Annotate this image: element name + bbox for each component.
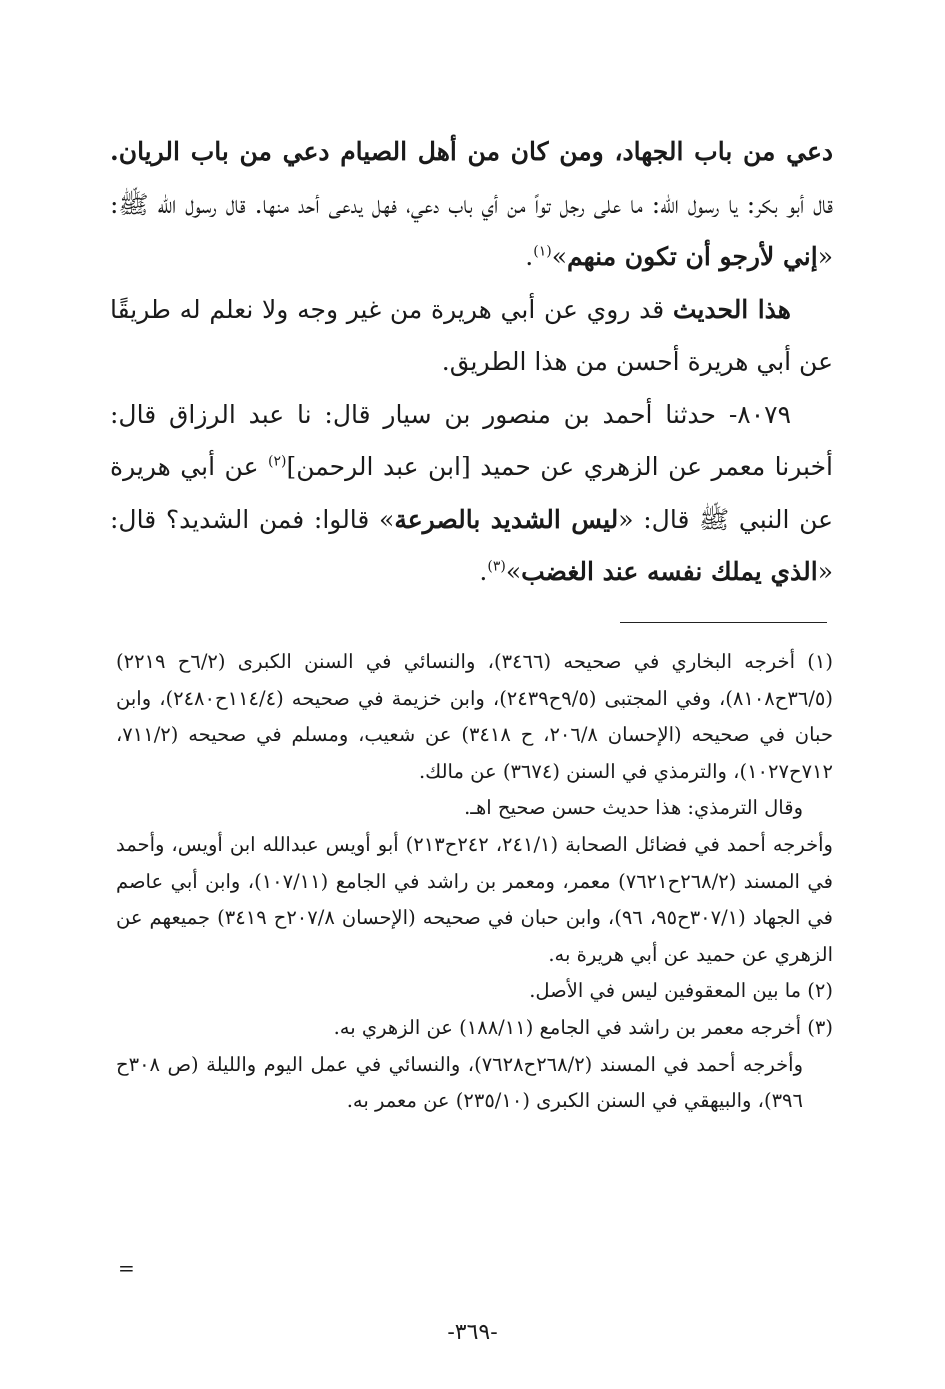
- paragraph-3: [110, 389, 833, 599]
- footnote-ref-1: (١): [533, 243, 552, 260]
- footnote-3: (٣) أخرجه معمر بن راشد في الجامع (١٨٨/١١) عن الزهري به.: [333, 1015, 833, 1039]
- main-text: [110, 126, 833, 599]
- paragraph-1-text: قال أبو بكر: يا رسول الله: ما على رجل تواً من أي باب دعي، فهل يدعى أحد منها. قال رسول الله ﷺ: «: [110, 189, 833, 271]
- paragraph-3-text1: ٨٠٧٩- حدثنا أحمد بن منصور بن سيار قال: نا عبد الرزاق قال: أخبرنا معمر عن الزهري عن حميد [ابن عبد الرحمن]: [110, 399, 833, 481]
- continuation-mark: =: [118, 1256, 135, 1280]
- quote-bold-2: الذي يملك نفسه عند الغضب: [521, 557, 818, 586]
- footnote-3-extra: وأخرجه أحمد في المسند (٢٦٨/٢ح٧٦٢٨)، والنسائي في عمل اليوم والليلة (ص ٣٠٨ح ٣٩٦)، والبيهقي في السنن الكبرى (٢٣٥/١٠) عن معمر به.: [116, 1052, 803, 1113]
- period: .: [525, 242, 534, 271]
- footnote-ref-3: (٣): [487, 558, 506, 575]
- page-number: -٣٦٩-: [447, 1320, 498, 1345]
- quote-bold-1: ليس الشديد بالصرعة: [394, 504, 619, 534]
- footnote-1-extra: وأخرجه أحمد في فضائل الصحابة (٢٤١/١، ٢٤٢ح٢١٣) أبو أويس عبدالله ابن أويس، وأحمد في المسند (٢٦٨/٢ح٧٦٢١) معمر، ومعمر بن راشد في الجامع (١٠٧/١١)، وابن أبي عاصم في الجهاد (٣٠٧/١ح٩٥، ٩٦)، وابن حبان في صحيحه (الإحسان ٢٠٧/٨ح ٣٤١٩) جميعهم عن الزهري عن حميد عن أبي هريرة به.: [116, 832, 834, 966]
- paragraph-1-line1: دعي من باب الجهاد، ومن كان من أهل الصيام دعي من باب الريان.: [110, 137, 833, 166]
- paragraph-2: [110, 284, 833, 389]
- footnotes: [116, 644, 833, 1120]
- hadith-label: هذا الحديث: [672, 294, 791, 324]
- paragraph-3-text4: »: [505, 557, 522, 586]
- quote-close: »: [551, 242, 567, 271]
- period: .: [479, 557, 488, 586]
- footnote-1: (١) أخرجه البخاري في صحيحه (٣٤٦٦)، والنسائي في السنن الكبرى (٦/٢ح ٢٢١٩) (٣٦/٥ح٨١٠٨)، وفي المجتبى (٩/٥ح٢٤٣٩)، وابن خزيمة في صحيحه (١١٤/٤ح٢٤٨٠)، وابن حبان في صحيحه (الإحسان ٢٠٦/٨، ح ٣٤١٨) عن شعيب، ومسلم في صحيحه (٧١١/٢، ٧١٢ح١٠٢٧)، والترمذي في السنن (٣٦٧٤) عن مالك.: [116, 650, 834, 783]
- paragraph-2-text: قد روي عن أبي هريرة من غير وجه ولا نعلم له طريقًا عن أبي هريرة أحسن من هذا الطريق.: [110, 294, 833, 376]
- paragraph-3-text2: عن أبي هريرة عن النبي ﷺ قال: «: [110, 452, 834, 534]
- footnote-divider: [620, 622, 827, 623]
- footnote-2: (٢) ما بين المعقوفين ليس في الأصل.: [529, 979, 833, 1003]
- footnote-1-note: وقال الترمذي: هذا حديث حسن صحيح اهـ.: [464, 796, 803, 820]
- paragraph-1: [110, 126, 833, 284]
- quote-bold: إني لأرجو أن تكون منهم: [567, 242, 818, 271]
- paragraph-3-text3: » قالوا: فمن الشديد؟ قال: «: [110, 504, 833, 586]
- footnote-ref-2: (٢): [267, 453, 287, 470]
